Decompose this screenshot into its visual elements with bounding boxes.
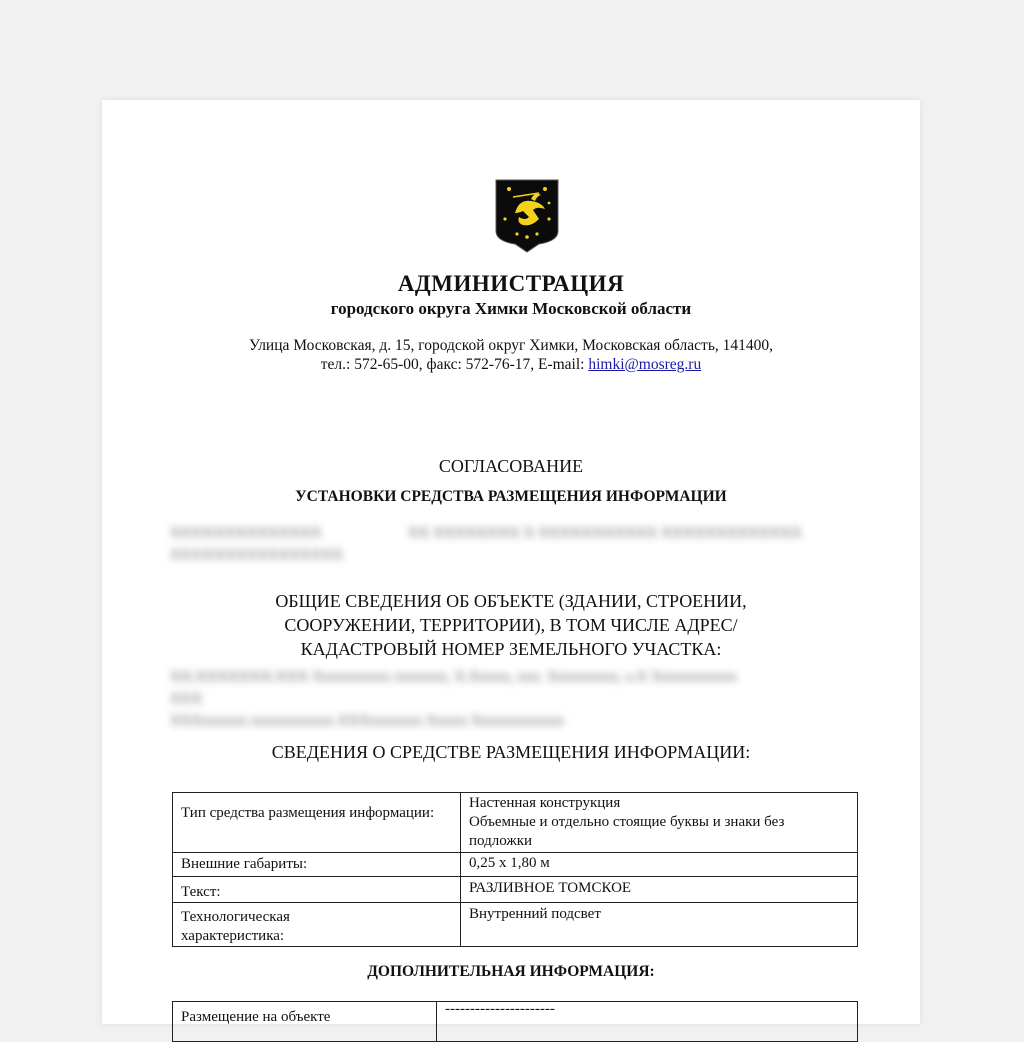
table-value: РАЗЛИВНОЕ ТОМСКОЕ	[461, 877, 858, 903]
address-line: Улица Московская, д. 15, городской округ Химки, Московская область, 141400,	[248, 337, 774, 354]
general-info-line: ОБЩИЕ СВЕДЕНИЯ ОБ ОБЪЕКТЕ (ЗДАНИИ, СТРОЕНИИ,	[275, 591, 747, 611]
table-key: Внешние габариты:	[173, 853, 461, 877]
redacted-text: XXXXXXXXXXXXXX XX XXXXXXXX X XXXXXXXXXXX XXXXXXXXXXXXX XXXXXXXXXXXXXXXX	[170, 525, 802, 563]
table-value-line: Настенная конструкция	[469, 795, 621, 811]
table-row	[173, 877, 858, 903]
document-page	[102, 100, 920, 1024]
table-key: Текст:	[173, 877, 461, 903]
contacts-line	[102, 356, 920, 374]
table-key: Тип средства размещения информации:	[173, 793, 461, 853]
table-value: ----------------------	[437, 1002, 858, 1042]
table-row	[173, 1002, 858, 1042]
installation-heading: УСТАНОВКИ СРЕДСТВА РАЗМЕЩЕНИЯ ИНФОРМАЦИИ	[295, 488, 727, 505]
table-key: Технологическая характеристика:	[173, 903, 461, 947]
agreement-heading: СОГЛАСОВАНИЕ	[438, 456, 584, 476]
organization-subtitle: городского округа Химки Московской области	[330, 299, 692, 318]
table-row	[173, 903, 858, 947]
email-link[interactable]: himki@mosreg.ru	[588, 356, 702, 373]
details-table	[172, 792, 858, 947]
organization-title: АДМИНИСТРАЦИЯ	[397, 271, 625, 296]
means-info-heading: СВЕДЕНИЯ О СРЕДСТВЕ РАЗМЕЩЕНИЯ ИНФОРМАЦИИ:	[271, 742, 751, 762]
general-info-line: СООРУЖЕНИИ, ТЕРРИТОРИИ), В ТОМ ЧИСЛЕ АДРЕС/	[284, 615, 738, 635]
additional-info-heading: ДОПОЛНИТЕЛЬНАЯ ИНФОРМАЦИЯ:	[367, 963, 655, 980]
table-value	[461, 793, 858, 853]
table-key: Размещение на объекте	[173, 1002, 437, 1042]
table-value-line: Объемные и отдельно стоящие буквы и знаки без подложки	[469, 814, 785, 849]
table-value: 0,25 х 1,80 м	[461, 853, 858, 877]
table-row	[173, 853, 858, 877]
general-info-heading	[102, 589, 920, 661]
additional-table	[172, 1001, 858, 1042]
table-row	[173, 793, 858, 853]
contacts-text: тел.: 572-65-00, факс: 572-76-17, E-mail:	[320, 356, 589, 373]
table-value: Внутренний подсвет	[461, 903, 858, 947]
coat-of-arms-logo	[495, 179, 559, 253]
shield-icon	[496, 180, 558, 252]
redacted-address: XX:XXXXXXX:XXX Xxxxxxxxxx xxxxxxx, X.Xxxxx, xxx. Xxxxxxxxx, x.X Xxxxxxxxxxx XXX XXXxxxxxx xxxxxxxxxxx XXXxxxxxxx Xxxxx Xxxxxxxxxxxx	[170, 669, 738, 729]
general-info-line: КАДАСТРОВЫЙ НОМЕР ЗЕМЕЛЬНОГО УЧАСТКА:	[300, 639, 722, 659]
